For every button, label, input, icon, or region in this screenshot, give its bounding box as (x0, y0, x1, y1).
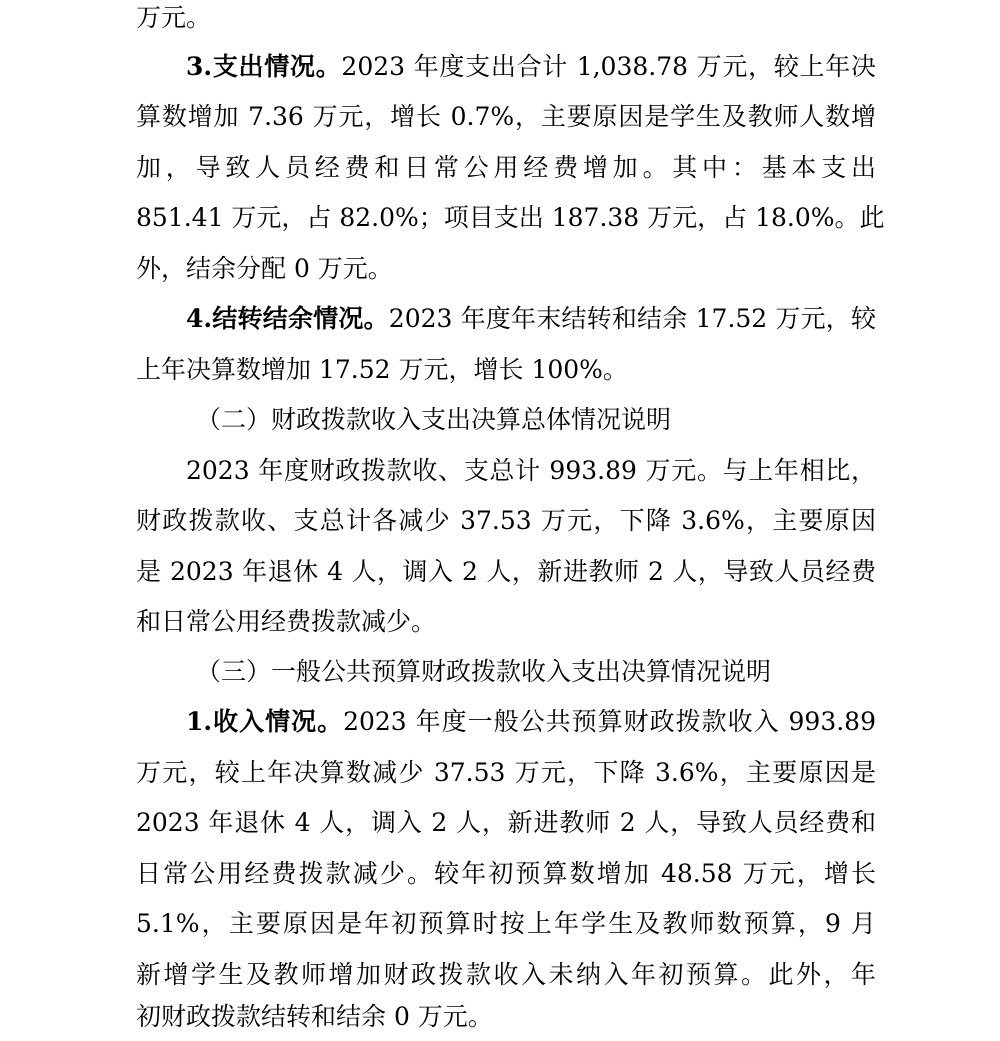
paragraph-line: 和日常公用经费拨款减少。 (136, 607, 437, 636)
paragraph-line: 日常公用经费拨款减少。较年初预算数增加 48.58 万元，增长 (136, 859, 876, 888)
paragraph-line: 2023 年度财政拨款收、支总计 993.89 万元。与上年相比， (186, 456, 876, 485)
paragraph-line: 万元。 (136, 3, 212, 32)
paragraph-line: 851.41 万元，占 82.0%；项目支出 187.38 万元，占 18.0%。此 (136, 203, 885, 232)
paragraph-line: 加，导致人员经费和日常公用经费增加。其中：基本支出 (136, 153, 876, 182)
paragraph-line: 上年决算数增加 17.52 万元，增长 100%。 (136, 355, 628, 384)
paragraph-line: 5.1%，主要原因是年初预算时按上年学生及教师数预算，9 月 (136, 909, 876, 938)
paragraph-line: 2023 年退休 4 人，调入 2 人，新进教师 2 人，导致人员经费和 (136, 808, 876, 837)
paragraph-line: 万元，较上年决算数减少 37.53 万元，下降 3.6%，主要原因是 (136, 758, 876, 787)
section-lead: 3.支出情况。 (186, 52, 342, 81)
section-lead: 4.结转结余情况。 (186, 304, 389, 333)
paragraph-line: 新增学生及教师增加财政拨款收入未纳入年初预算。此外，年 (136, 960, 876, 989)
paragraph-line: 是 2023 年退休 4 人，调入 2 人，新进教师 2 人，导致人员经费 (136, 557, 876, 586)
section-lead: 1.收入情况。 (186, 707, 344, 736)
paragraph-line: 1.收入情况。2023 年度一般公共预算财政拨款收入 993.89 (186, 707, 876, 736)
section-heading: （三）一般公共预算财政拨款收入支出决算情况说明 (196, 657, 772, 686)
paragraph-line: 3.支出情况。2023 年度支出合计 1,038.78 万元，较上年决 (186, 52, 876, 81)
paragraph-line: 算数增加 7.36 万元，增长 0.7%，主要原因是学生及教师人数增 (136, 102, 876, 131)
paragraph-line: 财政拨款收、支总计各减少 37.53 万元，下降 3.6%，主要原因 (136, 506, 876, 535)
paragraph-line: 外，结余分配 0 万元。 (136, 254, 393, 283)
paragraph-line: 4.结转结余情况。2023 年度年末结转和结余 17.52 万元，较 (186, 304, 876, 333)
section-heading: （二）财政拨款收入支出决算总体情况说明 (196, 405, 672, 434)
paragraph-line: 初财政拨款结转和结余 0 万元。 (136, 1002, 493, 1031)
